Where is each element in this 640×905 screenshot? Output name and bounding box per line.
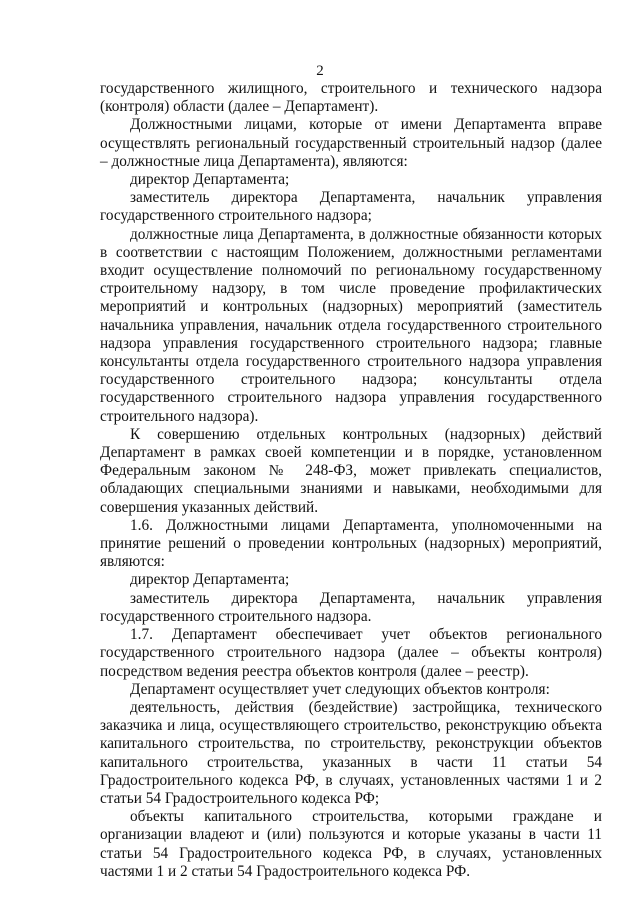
paragraph: Должностными лицами, которые от имени Департамента вправе осуществлять региональный государственный строительный надзор (далее – должностные лица Департамента), являются:: [100, 116, 602, 170]
paragraph: Департамент осуществляет учет следующих объектов контроля:: [130, 680, 550, 698]
document-body: [100, 80, 602, 881]
page-number: 2: [316, 63, 324, 79]
paragraph: заместитель директора Департамента, начальник управления государственного строительного надзора;: [100, 189, 602, 225]
paragraph: заместитель директора Департамента, начальник управления государственного строительного надзора.: [100, 589, 602, 625]
paragraph: 1.7. Департамент обеспечивает учет объектов регионального государственного строительного надзора (далее – объекты контроля) посредством ведения реестра объектов контроля (далее – реестр).: [100, 626, 602, 680]
paragraph: государственного жилищного, строительного и технического надзора (контроля) области (далее – Департамент).: [100, 80, 602, 116]
paragraph: должностные лица Департамента, в должностные обязанности которых в соответствии с настоящим Положением, должностными регламентами входит осуществление полномочий по региональному государственному строительному надзору, в том числе проведение профилактических мероприятий и контрольных (надзорных) мероприятий (заместитель начальника управления, начальник отдела государственного строительного надзора управления государственного строительного надзора; главные консультанты отдела государственного строительного надзора управления государственного строительного надзора; консультанты отдела государственного строительного надзора управления государственного строительного надзора).: [100, 225, 602, 425]
paragraph: деятельность, действия (бездействие) застройщика, технического заказчика и лица, осуществляющего строительство, реконструкцию объекта капитального строительства, по строительству, реконструкции объектов капитального строительства, указанных в части 11 статьи 54 Градостроительного кодекса РФ, в случаях, установленных частями 1 и 2 статьи 54 Градостроительного кодекса РФ;: [100, 698, 602, 807]
paragraph: директор Департамента;: [130, 171, 290, 189]
paragraph: К совершению отдельных контрольных (надзорных) действий Департамент в рамках своей компетенции и в порядке, установленном Федеральным законом № 248-ФЗ, может привлекать специалистов, обладающих специальными знаниями и навыками, необходимыми для совершения указанных действий.: [100, 425, 602, 516]
paragraph: объекты капитального строительства, которыми граждане и организации владеют и (или) пользуются и которые указаны в части 11 статьи 54 Градостроительного кодекса РФ, в случаях, установленных частями 1 и 2 статьи 54 Градостроительного кодекса РФ.: [100, 808, 602, 880]
paragraph: директор Департамента;: [130, 571, 290, 589]
paragraph: 1.6. Должностными лицами Департамента, уполномоченными на принятие решений о проведении контрольных (надзорных) мероприятий, являются:: [100, 516, 602, 571]
